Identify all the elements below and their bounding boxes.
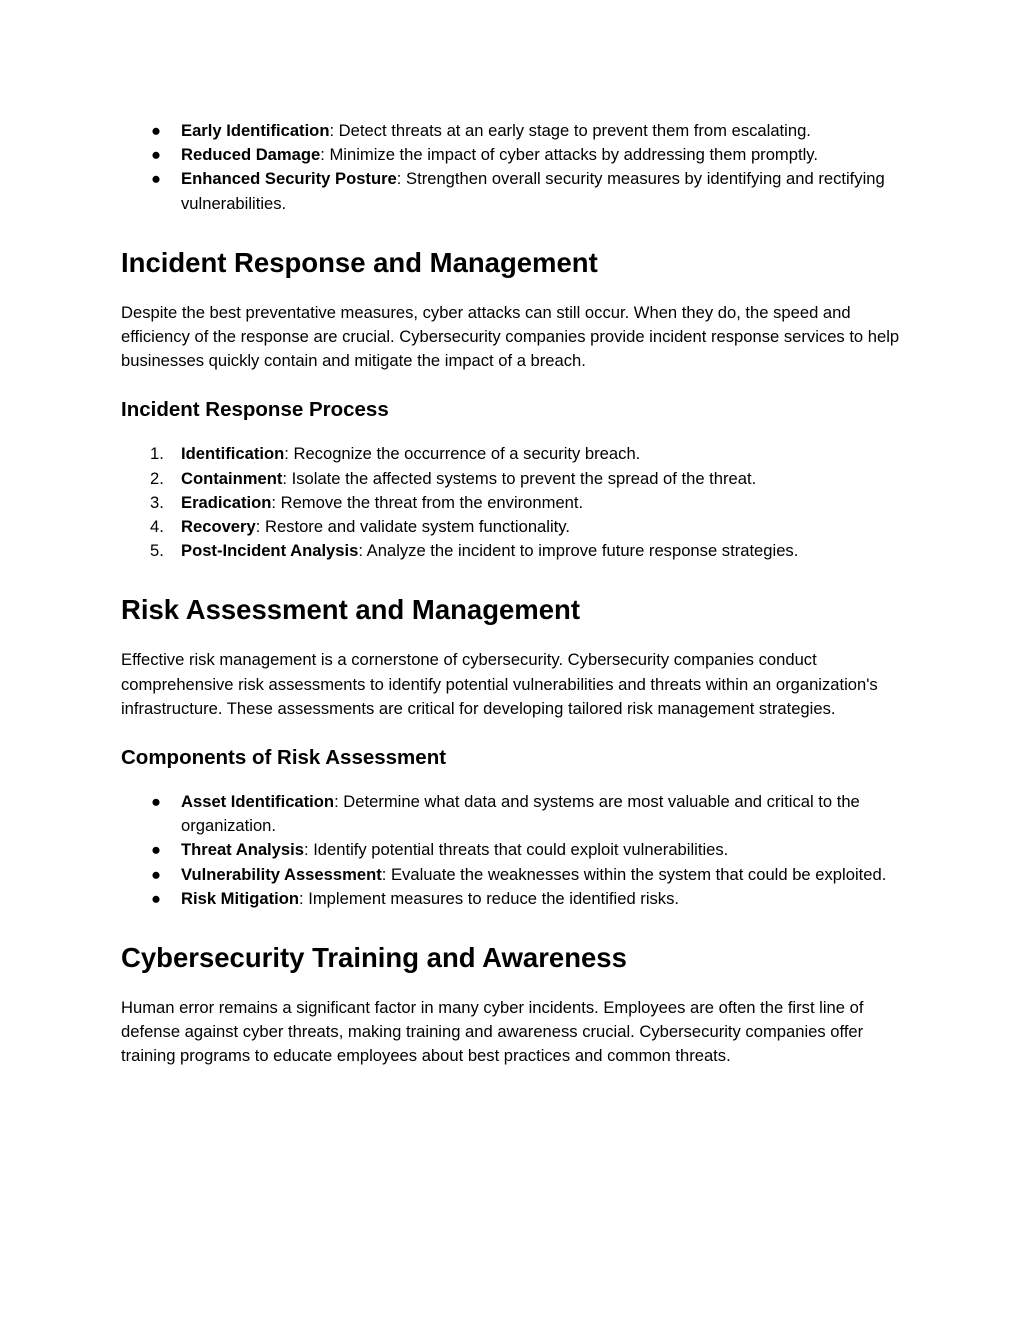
document-page [121,119,906,1069]
list-item-text: : Analyze the incident to improve future response strategies. [358,541,799,561]
subheading-incident-process: Incident Response Process [121,398,389,422]
bullet-marker: ● [151,864,162,884]
list-item-term: Enhanced Security Posture [181,169,397,189]
list-item [121,442,906,466]
list-item-term: Vulnerability Assessment [181,864,382,884]
bullet-marker: ● [151,888,162,908]
list-item [121,863,906,887]
list-item [121,119,906,143]
list-item [121,467,906,491]
list-item [121,167,906,215]
list-item [121,143,906,167]
section-paragraph-risk: Effective risk management is a cornerstone of cybersecurity. Cybersecurity companies conduct comprehensive risk assessments to identify potential vulnerabilities and threats within an organization's infrastructure. These assessments are critical for developing tailored risk management strategies. [121,650,878,718]
list-item [121,887,906,911]
list-item [121,790,906,838]
section-paragraph-incident: Despite the best preventative measures, cyber attacks can still occur. When they do, the speed and efficiency of the response are crucial. Cybersecurity companies provide incident response services to help businesses quickly contain and mitigate the impact of a breach. [121,302,900,371]
list-item [121,491,906,515]
incident-steps-list [121,442,906,563]
step-number: 3. [150,492,164,512]
list-item-text: : Recognize the occurrence of a security breach. [284,444,641,464]
list-item [121,515,906,539]
list-item-text: : Restore and validate system functionality. [255,517,570,537]
list-item-term: Post-Incident Analysis [181,541,359,561]
list-item-term: Recovery [181,517,256,537]
list-item-text: : Minimize the impact of cyber attacks by addressing them promptly. [320,145,818,165]
list-item-term: Reduced Damage [181,145,321,165]
section-heading-risk: Risk Assessment and Management [121,594,581,626]
list-item-text: : Isolate the affected systems to prevent the spread of the threat. [282,468,757,488]
section-heading-training: Cybersecurity Training and Awareness [121,942,627,974]
list-item-text: : Identify potential threats that could exploit vulnerabilities. [303,840,729,860]
bullet-marker: ● [151,145,162,165]
list-item-term: Containment [181,468,283,488]
bullet-marker: ● [151,840,162,860]
list-item-term: Asset Identification [181,792,335,812]
list-item [121,539,906,563]
list-item-text: : Implement measures to reduce the identified risks. [299,888,680,908]
list-item-text: : Remove the threat from the environment. [271,492,584,512]
step-number: 1. [150,444,164,464]
intro-bullet-list [121,119,906,216]
list-item-term: Risk Mitigation [181,888,300,908]
list-item-text: : Determine what data and systems are most valuable and critical to the organization. [181,792,860,836]
bullet-marker: ● [151,121,162,140]
list-item [121,838,906,862]
list-item-text: : Strengthen overall security measures by identifying and rectifying vulnerabilities. [181,169,885,213]
bullet-marker: ● [151,792,162,812]
list-item-text: : Evaluate the weaknesses within the system that could be exploited. [381,864,887,884]
risk-bullet-list [121,790,906,911]
list-item-term: Early Identification [181,121,330,140]
step-number: 4. [150,517,164,537]
step-number: 5. [150,541,164,561]
step-number: 2. [150,468,164,488]
section-heading-incident: Incident Response and Management [121,246,598,278]
list-item-term: Threat Analysis [181,840,304,860]
subheading-risk-components: Components of Risk Assessment [121,746,447,770]
list-item-term: Identification [181,444,285,464]
section-paragraph-training: Human error remains a significant factor in many cyber incidents. Employees are often the first line of defense against cyber threats, making training and awareness crucial. Cybersecurity companies offer training programs to educate employees about best practices and common threats. [121,998,864,1066]
bullet-marker: ● [151,169,162,189]
list-item-text: : Detect threats at an early stage to prevent them from escalating. [329,121,811,140]
list-item-term: Eradication [181,492,272,512]
